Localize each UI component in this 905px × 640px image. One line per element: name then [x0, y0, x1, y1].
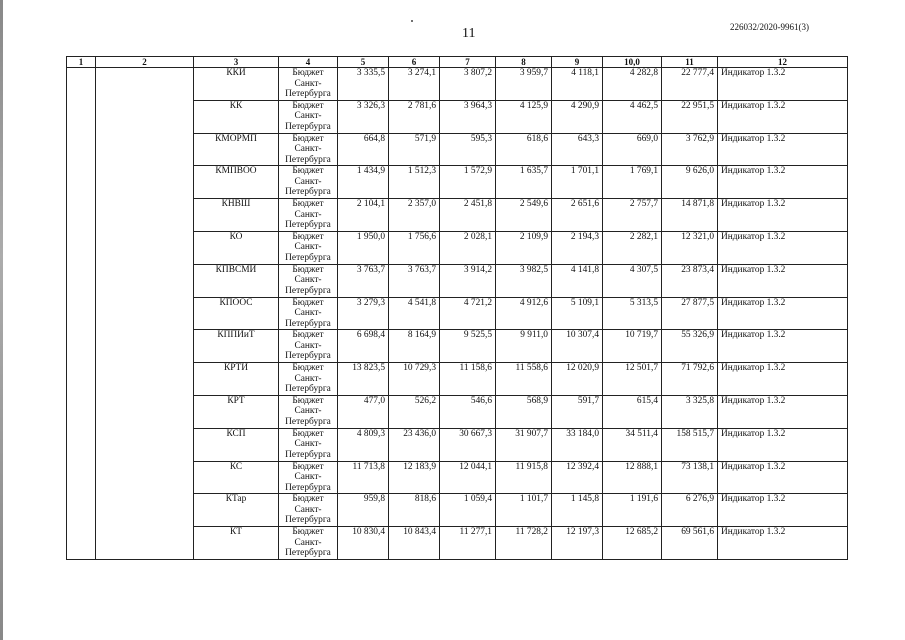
value-v10: 12 501,7 — [603, 363, 662, 396]
value-v6: 2 781,6 — [389, 100, 440, 133]
value-v8: 9 911,0 — [496, 330, 552, 363]
funding-source-line: Петербурга — [285, 89, 331, 99]
value-v7: 3 914,2 — [440, 264, 496, 297]
indicator-cell: Индикатор 1.3.2 — [718, 68, 848, 101]
funding-source-line: Петербурга — [285, 515, 331, 526]
indicator-cell: Индикатор 1.3.2 — [718, 494, 848, 527]
executor-abbr: КК — [194, 100, 279, 133]
value-v8: 2 109,9 — [496, 231, 552, 264]
indicator-cell: Индикатор 1.3.2 — [718, 363, 848, 396]
indicator-cell: Индикатор 1.3.2 — [718, 199, 848, 232]
value-v9: 12 197,3 — [552, 527, 603, 560]
value-v8: 11 558,6 — [496, 363, 552, 396]
funding-source-line: Санкт- — [294, 373, 322, 384]
value-v6: 1 756,6 — [389, 231, 440, 264]
value-v8: 3 959,7 — [496, 68, 552, 101]
value-v5: 477,0 — [338, 395, 389, 428]
funding-source-line: Петербурга — [285, 252, 331, 263]
value-v7: 1 572,9 — [440, 166, 496, 199]
value-v7: 11 277,1 — [440, 527, 496, 560]
value-v9: 4 141,8 — [552, 264, 603, 297]
value-v10: 615,4 — [603, 395, 662, 428]
value-v9: 591,7 — [552, 395, 603, 428]
value-v9: 12 020,9 — [552, 363, 603, 396]
value-v5: 11 713,8 — [338, 461, 389, 494]
value-v11: 55 326,9 — [662, 330, 718, 363]
value-v6: 3 274,1 — [389, 68, 440, 101]
value-v10: 2 757,7 — [603, 199, 662, 232]
funding-source-line: Санкт- — [294, 308, 322, 319]
value-v5: 3 763,7 — [338, 264, 389, 297]
funding-source-line: Петербурга — [285, 384, 331, 395]
value-v8: 1 635,7 — [496, 166, 552, 199]
funding-source-line: Санкт- — [294, 439, 322, 450]
value-v6: 526,2 — [389, 395, 440, 428]
executor-abbr: КС — [194, 461, 279, 494]
funding-source — [279, 461, 338, 494]
executor-abbr: КТ — [194, 527, 279, 560]
funding-source — [279, 428, 338, 461]
value-v5: 959,8 — [338, 494, 389, 527]
column-header-3: 3 — [194, 57, 279, 68]
funding-source-line: Бюджет — [292, 395, 324, 406]
value-v8: 618,6 — [496, 133, 552, 166]
value-v6: 10 729,3 — [389, 363, 440, 396]
value-v9: 1 701,1 — [552, 166, 603, 199]
executor-abbr: КПВСМИ — [194, 264, 279, 297]
funding-source-line: Бюджет — [292, 330, 324, 341]
indicator-cell: Индикатор 1.3.2 — [718, 166, 848, 199]
value-v7: 2 451,8 — [440, 199, 496, 232]
indicator-cell: Индикатор 1.3.2 — [718, 297, 848, 330]
funding-source-line: Петербурга — [285, 351, 331, 362]
value-v9: 33 184,0 — [552, 428, 603, 461]
funding-source — [279, 199, 338, 232]
value-v8: 1 101,7 — [496, 494, 552, 527]
column-header-1: 1 — [67, 57, 96, 68]
value-v7: 3 964,3 — [440, 100, 496, 133]
value-v7: 9 525,5 — [440, 330, 496, 363]
value-v5: 6 698,4 — [338, 330, 389, 363]
value-v10: 1 191,6 — [603, 494, 662, 527]
funding-source — [279, 231, 338, 264]
value-v6: 818,6 — [389, 494, 440, 527]
value-v7: 546,6 — [440, 395, 496, 428]
funding-source-line: Петербурга — [285, 285, 331, 296]
indicator-cell: Индикатор 1.3.2 — [718, 264, 848, 297]
value-v7: 12 044,1 — [440, 461, 496, 494]
value-v8: 3 982,5 — [496, 264, 552, 297]
column-header-7: 7 — [440, 57, 496, 68]
value-v11: 3 762,9 — [662, 133, 718, 166]
value-v9: 4 118,1 — [552, 68, 603, 101]
funding-source-line: Бюджет — [292, 166, 324, 177]
funding-source — [279, 330, 338, 363]
value-v6: 23 436,0 — [389, 428, 440, 461]
funding-source-line: Петербурга — [285, 548, 331, 559]
funding-source-line: Петербурга — [285, 187, 331, 198]
funding-source-line: Петербурга — [285, 416, 331, 427]
value-v11: 73 138,1 — [662, 461, 718, 494]
executor-abbr: КРТ — [194, 395, 279, 428]
value-v5: 4 809,3 — [338, 428, 389, 461]
funding-source — [279, 494, 338, 527]
value-v11: 6 276,9 — [662, 494, 718, 527]
value-v6: 3 763,7 — [389, 264, 440, 297]
value-v9: 12 392,4 — [552, 461, 603, 494]
value-v8: 568,9 — [496, 395, 552, 428]
value-v11: 22 951,5 — [662, 100, 718, 133]
indicator-cell: Индикатор 1.3.2 — [718, 527, 848, 560]
value-v10: 10 719,7 — [603, 330, 662, 363]
value-v7: 1 059,4 — [440, 494, 496, 527]
value-v11: 71 792,6 — [662, 363, 718, 396]
value-v9: 2 194,3 — [552, 231, 603, 264]
funding-source — [279, 100, 338, 133]
value-v8: 11 915,8 — [496, 461, 552, 494]
funding-source-line: Бюджет — [292, 527, 324, 538]
funding-source-line: Петербурга — [285, 154, 331, 165]
funding-source-line: Бюджет — [292, 461, 324, 472]
value-v6: 2 357,0 — [389, 199, 440, 232]
value-v9: 643,3 — [552, 133, 603, 166]
executor-abbr: КСП — [194, 428, 279, 461]
value-v7: 4 721,2 — [440, 297, 496, 330]
executor-abbr: КМПВОО — [194, 166, 279, 199]
indicator-cell: Индикатор 1.3.2 — [718, 330, 848, 363]
executor-abbr: КО — [194, 231, 279, 264]
value-v6: 1 512,3 — [389, 166, 440, 199]
funding-source-line: Петербурга — [285, 220, 331, 231]
indicator-cell: Индикатор 1.3.2 — [718, 133, 848, 166]
funding-source — [279, 166, 338, 199]
column-header-11: 11 — [662, 57, 718, 68]
scan-speck — [411, 20, 413, 22]
value-v7: 3 807,2 — [440, 68, 496, 101]
value-v7: 2 028,1 — [440, 231, 496, 264]
funding-source-line: Санкт- — [294, 144, 322, 155]
value-v5: 13 823,5 — [338, 363, 389, 396]
value-v9: 5 109,1 — [552, 297, 603, 330]
value-v8: 2 549,6 — [496, 199, 552, 232]
header-row — [67, 57, 848, 68]
value-v11: 9 626,0 — [662, 166, 718, 199]
value-v8: 31 907,7 — [496, 428, 552, 461]
executor-abbr: КППИиТ — [194, 330, 279, 363]
indicator-cell: Индикатор 1.3.2 — [718, 231, 848, 264]
funding-source-line: Бюджет — [292, 297, 324, 308]
value-v11: 14 871,8 — [662, 199, 718, 232]
value-v9: 1 145,8 — [552, 494, 603, 527]
funding-source-line: Бюджет — [292, 199, 324, 210]
funding-source-line: Санкт- — [294, 209, 322, 220]
column-header-2: 2 — [96, 57, 194, 68]
value-v6: 571,9 — [389, 133, 440, 166]
funding-source-line: Бюджет — [292, 133, 324, 144]
value-v11: 27 877,5 — [662, 297, 718, 330]
col1-cell — [67, 68, 96, 560]
funding-source-line: Бюджет — [292, 363, 324, 374]
value-v10: 4 282,8 — [603, 68, 662, 101]
funding-source-line: Санкт- — [294, 504, 322, 515]
table-row — [67, 68, 848, 101]
executor-abbr: КРТИ — [194, 363, 279, 396]
value-v6: 12 183,9 — [389, 461, 440, 494]
table-body — [67, 68, 848, 560]
column-header-12: 12 — [718, 57, 848, 68]
funding-source-line: Санкт- — [294, 176, 322, 187]
column-header-4: 4 — [279, 57, 338, 68]
document-reference: 226032/2020-9961(3) — [730, 22, 809, 32]
funding-source-line: Бюджет — [292, 231, 324, 242]
value-v5: 3 279,3 — [338, 297, 389, 330]
column-header-9: 9 — [552, 57, 603, 68]
executor-abbr: КНВШ — [194, 199, 279, 232]
value-v11: 23 873,4 — [662, 264, 718, 297]
value-v7: 30 667,3 — [440, 428, 496, 461]
value-v8: 4 912,6 — [496, 297, 552, 330]
funding-source-line: Бюджет — [292, 68, 324, 78]
column-header-10: 10,0 — [603, 57, 662, 68]
value-v9: 4 290,9 — [552, 100, 603, 133]
value-v11: 22 777,4 — [662, 68, 718, 101]
executor-abbr: КМОРМП — [194, 133, 279, 166]
funding-source-line: Бюджет — [292, 428, 324, 439]
page-number: 11 — [462, 26, 476, 41]
funding-source-line: Санкт- — [294, 78, 322, 89]
value-v10: 4 462,5 — [603, 100, 662, 133]
value-v11: 158 515,7 — [662, 428, 718, 461]
value-v10: 1 769,1 — [603, 166, 662, 199]
value-v9: 2 651,6 — [552, 199, 603, 232]
funding-source-line: Петербурга — [285, 121, 331, 132]
value-v7: 11 158,6 — [440, 363, 496, 396]
value-v6: 8 164,9 — [389, 330, 440, 363]
value-v6: 4 541,8 — [389, 297, 440, 330]
funding-source-line: Бюджет — [292, 100, 324, 111]
funding-source — [279, 133, 338, 166]
funding-source-line: Санкт- — [294, 340, 322, 351]
funding-source-line: Санкт- — [294, 472, 322, 483]
col2-cell — [96, 68, 194, 560]
funding-source-line: Санкт- — [294, 242, 322, 253]
value-v5: 2 104,1 — [338, 199, 389, 232]
budget-table — [66, 56, 848, 560]
funding-source — [279, 297, 338, 330]
value-v8: 11 728,2 — [496, 527, 552, 560]
value-v5: 1 950,0 — [338, 231, 389, 264]
funding-source-line: Бюджет — [292, 494, 324, 505]
value-v10: 34 511,4 — [603, 428, 662, 461]
funding-source-line: Петербурга — [285, 482, 331, 493]
value-v10: 12 685,2 — [603, 527, 662, 560]
value-v10: 12 888,1 — [603, 461, 662, 494]
value-v11: 69 561,6 — [662, 527, 718, 560]
indicator-cell: Индикатор 1.3.2 — [718, 100, 848, 133]
funding-source-line: Санкт- — [294, 275, 322, 286]
value-v5: 3 326,3 — [338, 100, 389, 133]
column-header-8: 8 — [496, 57, 552, 68]
executor-abbr: КПООС — [194, 297, 279, 330]
executor-abbr: ККИ — [194, 68, 279, 101]
funding-source-line: Санкт- — [294, 111, 322, 122]
value-v6: 10 843,4 — [389, 527, 440, 560]
value-v10: 4 307,5 — [603, 264, 662, 297]
funding-source-line: Петербурга — [285, 449, 331, 460]
value-v10: 5 313,5 — [603, 297, 662, 330]
funding-source — [279, 395, 338, 428]
funding-source-line: Санкт- — [294, 537, 322, 548]
value-v5: 10 830,4 — [338, 527, 389, 560]
funding-source-line: Санкт- — [294, 406, 322, 417]
column-header-6: 6 — [389, 57, 440, 68]
value-v7: 595,3 — [440, 133, 496, 166]
value-v11: 12 321,0 — [662, 231, 718, 264]
indicator-cell: Индикатор 1.3.2 — [718, 428, 848, 461]
funding-source-line: Бюджет — [292, 264, 324, 275]
scan-edge — [0, 0, 3, 640]
value-v5: 3 335,5 — [338, 68, 389, 101]
funding-source — [279, 527, 338, 560]
value-v10: 669,0 — [603, 133, 662, 166]
value-v10: 2 282,1 — [603, 231, 662, 264]
column-header-5: 5 — [338, 57, 389, 68]
value-v11: 3 325,8 — [662, 395, 718, 428]
funding-source — [279, 68, 338, 101]
funding-source — [279, 363, 338, 396]
indicator-cell: Индикатор 1.3.2 — [718, 395, 848, 428]
value-v8: 4 125,9 — [496, 100, 552, 133]
value-v5: 664,8 — [338, 133, 389, 166]
executor-abbr: КТар — [194, 494, 279, 527]
funding-source-line: Петербурга — [285, 318, 331, 329]
value-v5: 1 434,9 — [338, 166, 389, 199]
indicator-cell: Индикатор 1.3.2 — [718, 461, 848, 494]
funding-source — [279, 264, 338, 297]
value-v9: 10 307,4 — [552, 330, 603, 363]
